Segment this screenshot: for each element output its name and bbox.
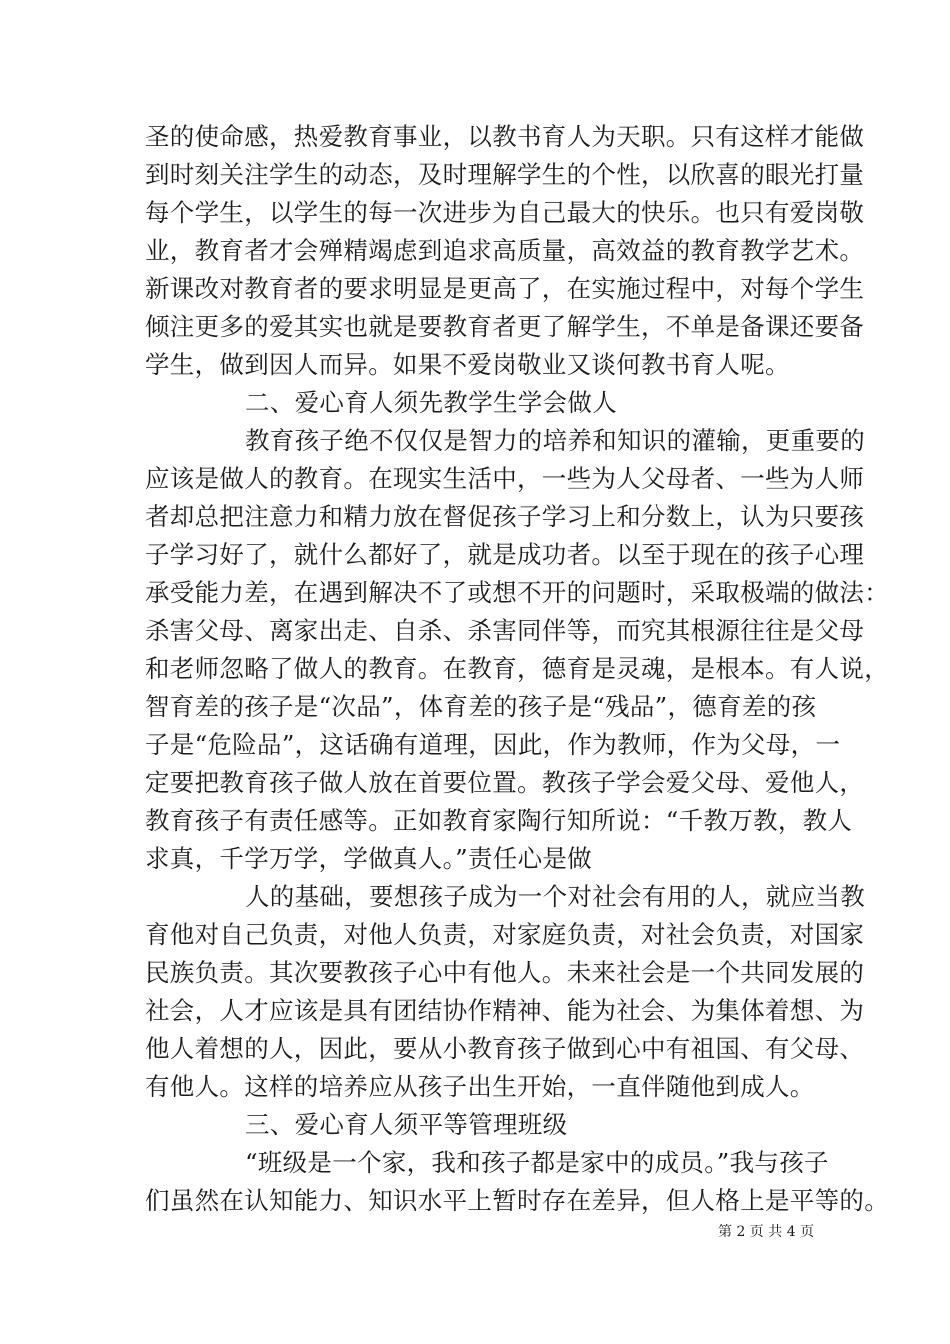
text-line: 定要把教育孩子做人放在首要位置。教孩子学会爱父母、爱他人， (145, 768, 865, 797)
section-heading: 二、爱心育人须先教学生学会做人 (245, 388, 617, 417)
text-line: 圣的使命感，热爱教育事业，以教书育人为天职。只有这样才能做 (145, 122, 865, 151)
text-line: 民族负责。其次要教孩子心中有他人。未来社会是一个共同发展的 (145, 958, 865, 987)
text-line: 学生，做到因人而异。如果不爱岗敬业又谈何教书育人呢。 (145, 350, 790, 379)
text-line: 杀害父母、离家出走、自杀、杀害同伴等，而究其根源往往是父母 (145, 616, 865, 645)
text-line: 教育孩子有责任感等。正如教育家陶行知所说：“千教万教，教人 (145, 806, 853, 835)
text-line: 智育差的孩子是“次品”，体育差的孩子是“残品”，德育差的孩 (145, 692, 817, 721)
text-line: 者却总把注意力和精力放在督促孩子学习上和分数上，认为只要孩 (145, 502, 865, 531)
page-number: 第 2 页 共 4 页 (718, 1224, 815, 1240)
text-line: 育他对自己负责，对他人负责，对家庭负责，对社会负责，对国家 (145, 920, 865, 949)
text-line: 承受能力差，在遇到解决不了或想不开的问题时，采取极端的做法： (145, 578, 889, 607)
text-line: 应该是做人的教育。在现实生活中，一些为人父母者、一些为人师 (145, 464, 865, 493)
text-line: 和老师忽略了做人的教育。在教育，德育是灵魂，是根本。有人说， (145, 654, 889, 683)
paragraph-first-line: 人的基础，要想孩子成为一个对社会有用的人，就应当教 (245, 882, 865, 911)
paragraph-first-line: 教育孩子绝不仅仅是智力的培养和知识的灌输，更重要的 (245, 426, 865, 455)
text-line: 们虽然在认知能力、知识水平上暂时存在差异，但人格上是平等的。 (145, 1186, 889, 1215)
text-line: 到时刻关注学生的动态，及时理解学生的个性，以欣喜的眼光打量 (145, 160, 865, 189)
section-heading: 三、爱心育人须平等管理班级 (245, 1110, 568, 1139)
text-line: 求真，千学万学，学做真人。”责任心是做 (145, 844, 592, 873)
text-line: 每个学生，以学生的每一次进步为自己最大的快乐。也只有爱岗敬 (145, 198, 865, 227)
text-line: 业，教育者才会殚精竭虑到追求高质量，高效益的教育教学艺术。 (145, 236, 865, 265)
text-line: 他人着想的人，因此，要从小教育孩子做到心中有祖国、有父母、 (145, 1034, 865, 1063)
text-line: 新课改对教育者的要求明显是更高了，在实施过程中，对每个学生 (145, 274, 865, 303)
text-line: 子学习好了，就什么都好了，就是成功者。以至于现在的孩子心理 (145, 540, 865, 569)
text-line: 子是“危险品”，这话确有道理，因此，作为教师，作为父母，一 (145, 730, 841, 759)
text-line: 社会，人才应该是具有团结协作精神、能为社会、为集体着想、为 (145, 996, 865, 1025)
text-line: 有他人。这样的培养应从孩子出生开始，一直伴随他到成人。 (145, 1072, 815, 1101)
text-line: 倾注更多的爱其实也就是要教育者更了解学生，不单是备课还要备 (145, 312, 865, 341)
paragraph-first-line: “班级是一个家，我和孩子都是家中的成员。”我与孩子 (245, 1148, 829, 1177)
